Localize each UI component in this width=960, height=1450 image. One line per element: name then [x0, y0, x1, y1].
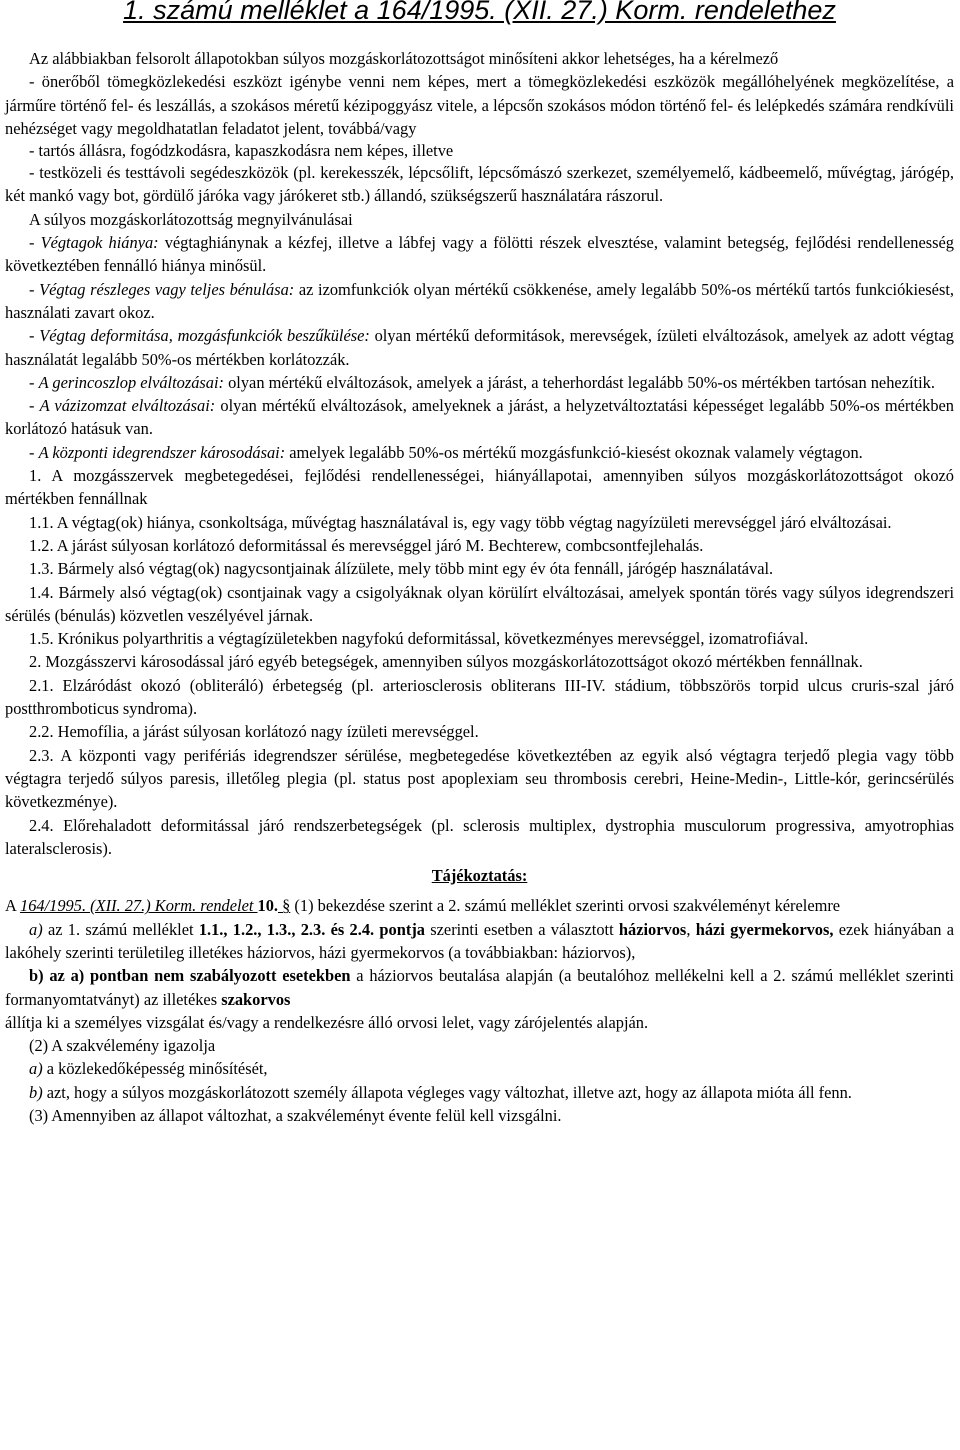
section-sign: § [278, 896, 291, 916]
numbered-item: 2.3. A központi vagy perifériás idegrendszer sérülése, megbetegedése következtében az egyik alsó végtagra terjedő plegia vagy több végtagra terjedő súlyos paresis, illetőleg plegia (pl. status post apoplexiam seu thrombosis cerebri, Heine-Medin-, Little-kór, gerincsérülés következménye). [5, 745, 954, 812]
intro-condition-1: - önerőből tömegközlekedési eszközt igénybe venni nem képes, mert a tömegközlekedési eszközök megállóhelyének megközelítése, a járműre történő fel- és leszállás, a szokásos méretű kézipoggyász vitele, a lépcsőn szokásos módon történő fel- és lelépkedés számára rendkívüli nehézséget vagy megoldhatatlan feladatot jelent, továbbá/vagy [5, 72, 954, 138]
manifestation-item: - A vázizomzat elváltozásai: olyan mértékű elváltozások, amelyeknek a járást, a helyzetváltoztatási képességet legalább 50%-os mértékben korlátozó hatásuk van. [5, 396, 955, 439]
info-paragraph-a: a) az 1. számú melléklet 1.1., 1.2., 1.3., 2.3. és 2.4. pontja szerinti esetben a választott háziorvos, házi gyermekorvos, ezek hiányában a lakóhely szerinti területileg illetékes háziorvos, házi gyermekorvos (a továbbiakban: háziorvos), [5, 919, 954, 962]
manifestation-label: A központi idegrendszer károsodásai: [38, 442, 286, 462]
info-heading: Tájékoztatás: [431, 866, 528, 886]
intro-condition-2: - tartós állásra, fogódzkodásra, kapaszkodásra nem képes, illetve [29, 141, 454, 161]
numbered-item: 2.4. Előrehaladott deformitással járó rendszerbetegségek (pl. sclerosis multiplex, dystrophia musculorum progressiva, amyotrophias lateralsclerosis). [5, 815, 954, 858]
intro-condition-3: - testközeli és testtávoli segédeszközök (pl. kerekesszék, lépcsőlift, lépcsőmászó szerkezet, személyemelő, kádbeemelő, művégtag, járógép, két mankó vagy bot, gördülő járóka vagy járókeret stb.) állandó, szükségszerű használatára rászorul. [5, 163, 954, 206]
numbered-item: 2.1. Elzáródást okozó (obliteráló) érbetegség (pl. arteriosclerosis obliterans III-IV. stádium, többszörös torpid ulcus cruris-szal járó postthromboticus syndroma). [5, 675, 954, 719]
info-paragraph-3: (3) Amennyiben az állapot változhat, a szakvéleményt évente felül kell vizsgálni. [29, 1106, 562, 1126]
numbered-item: 1.5. Krónikus polyarthritis a végtagízületekben nagyfokú deformitással, következményes merevséggel, izomatrofiával. [29, 629, 809, 649]
page-title: 1. számú melléklet a 164/1995. (XII. 27.) Korm. rendelethez [123, 0, 836, 25]
info-paragraph-issue: állítja ki a személyes vizsgálat és/vagy a rendelkezésre álló orvosi lelet, vagy zárójelentés alapján. [5, 1012, 649, 1032]
manifestation-item: - Végtag deformitása, mozgásfunkciók beszűkülése: olyan mértékű deformitások, merevségek, ízületi elváltozások, amelyek az adott végtag használatát legalább 50%-os mértékben korlátozzák. [5, 326, 954, 369]
numbered-item: 1.4. Bármely alsó végtag(ok) csontjainak vagy a csigolyáknak olyan körülírt elváltozásai, amelyek spontán törés vagy súlyos idegrendszeri sérülés (bénulás) közvetlen veszélyével járnak. [5, 582, 954, 625]
info-paragraph-2b: b) azt, hogy a súlyos mozgáskorlátozott személy állapota végleges vagy változhat, illetve azt, hogy az állapota mióta áll fenn. [29, 1082, 852, 1102]
numbered-item: 2. Mozgásszervi károsodással járó egyéb betegségek, amennyiben súlyos mozgáskorlátozottságot okozó mértékben fennállnak. [29, 652, 863, 672]
numbered-item: 1. A mozgásszervek megbetegedései, fejlődési rendellenességei, hiányállapotai, amennyiben súlyos mozgáskorlátozottságot okozó mértékben fennállnak [5, 466, 954, 509]
info-paragraph-2a: a) a közlekedőképesség minősítését, [29, 1059, 268, 1079]
info-paragraph-1: A 164/1995. (XII. 27.) Korm. rendelet 10. § (1) bekezdése szerint a 2. számú melléklet szerinti orvosi szakvéleményt kérelemre [5, 896, 841, 916]
manifestation-label: A vázizomzat elváltozásai: [39, 396, 216, 416]
manifestation-label: Végtag részleges vagy teljes bénulása: [39, 279, 295, 299]
manifestation-item: - A központi idegrendszer károsodásai: amelyek legalább 50%-os mértékű mozgásfunkció-kiesést okoznak valamely végtagon. [29, 442, 863, 462]
regulation-reference: 164/1995. (XII. 27.) Korm. rendelet [20, 896, 258, 916]
numbered-item: 1.1. A végtag(ok) hiánya, csonkoltsága, művégtag használatával is, egy vagy több végtag nagyízületi merevséggel járó elváltozásai. [29, 512, 892, 532]
manifestations-heading: A súlyos mozgáskorlátozottság megnyilvánulásai [29, 209, 353, 229]
manifestation-label: Végtagok hiánya: [40, 233, 159, 253]
manifestation-label: A gerincoszlop elváltozásai: [38, 372, 225, 392]
intro-paragraph: Az alábbiakban felsorolt állapotokban súlyos mozgáskorlátozottságot minősíteni akkor lehetséges, ha a kérelmező [29, 49, 779, 68]
numbered-item: 1.3. Bármely alsó végtag(ok) nagycsontjainak álízülete, mely több mint egy év óta fennáll, járógép használatával. [29, 559, 774, 579]
manifestation-item: - Végtag részleges vagy teljes bénulása: az izomfunkciók olyan mértékű csökkenése, amely legalább 50%-os mértékű tartós funkciókiesést, használati zavart okoz. [5, 279, 954, 322]
numbered-item: 2.2. Hemofília, a járást súlyosan korlátozó nagy ízületi merevséggel. [29, 722, 479, 742]
info-paragraph-b: b) az a) pontban nem szabályozott esetekben a háziorvos beutalása alapján (a beutalóhoz mellékelni kell a 2. számú melléklet szerinti formanyomtatványt) az illetékes szakorvos [5, 966, 954, 1009]
manifestation-label: Végtag deformitása, mozgásfunkciók beszűkülése: [39, 326, 370, 346]
manifestation-item: - Végtagok hiánya: végtaghiánynak a kézfej, illetve a lábfej vagy a fölötti részek elvesztése, valamint betegség, fejlődési rendellenesség következtében fennálló hiánya minősül. [5, 233, 954, 276]
numbered-item: 1.2. A járást súlyosan korlátozó deformitással és merevséggel járó M. Bechterew, combcsontfejlehalás. [29, 535, 704, 555]
manifestation-item: - A gerincoszlop elváltozásai: olyan mértékű elváltozások, amelyek a járást, a teherhordást legalább 50%-os mértékben tartósan nehezítik. [29, 372, 935, 392]
info-paragraph-2: (2) A szakvélemény igazolja [29, 1036, 216, 1056]
